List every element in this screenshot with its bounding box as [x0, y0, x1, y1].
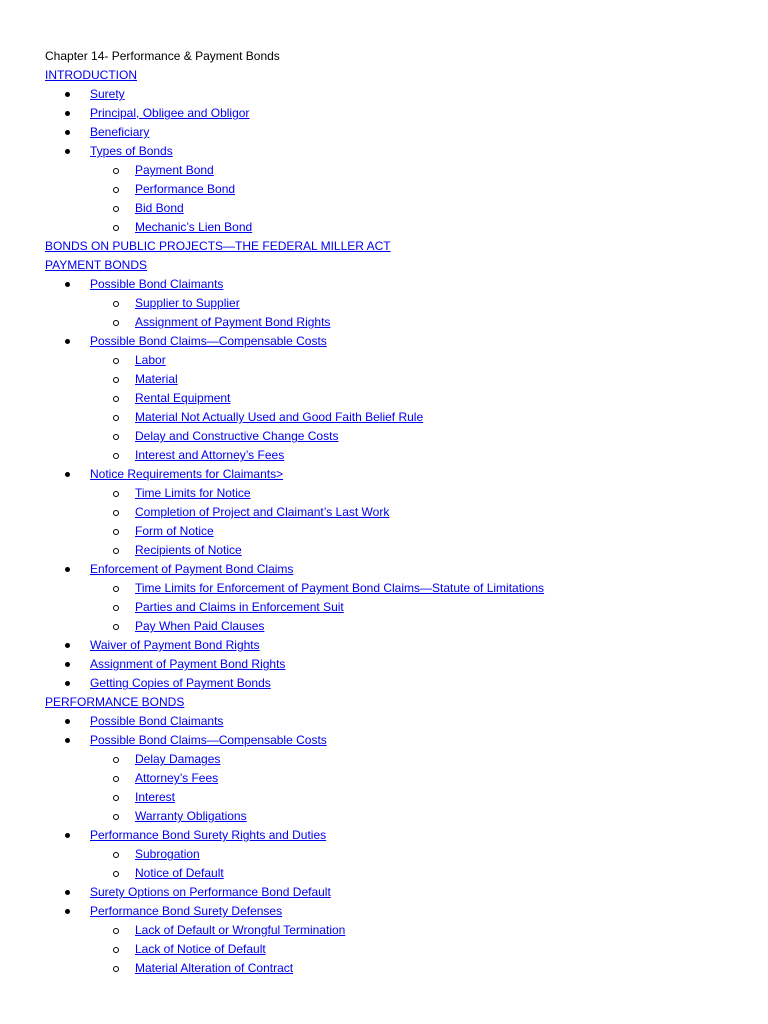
section-heading-link-row	[45, 256, 745, 275]
bullet-circle-icon	[113, 510, 119, 516]
section-heading-link-row	[45, 66, 745, 85]
outline-subitem-link[interactable]: Delay and Constructive Change Costs	[135, 429, 339, 443]
bullet-disc-icon	[65, 111, 70, 116]
outline-subitem-link[interactable]: Interest and Attorney’s Fees	[135, 448, 285, 462]
outline-subitem-link[interactable]: Material Not Actually Used and Good Faith Belief Rule	[135, 410, 424, 424]
section-heading-link[interactable]: PERFORMANCE BONDS	[45, 695, 185, 709]
outline-subitem-link[interactable]: Mechanic’s Lien Bond	[135, 220, 253, 234]
outline-subitem-row	[45, 313, 745, 332]
bullet-disc-icon	[65, 149, 70, 154]
outline-item-link[interactable]: Possible Bond Claimants	[90, 277, 224, 291]
outline-item-row	[45, 560, 745, 579]
outline-item-link[interactable]: Principal, Obligee and Obligor	[90, 106, 250, 120]
bullet-circle-icon	[113, 814, 119, 820]
bullet-circle-icon	[113, 624, 119, 630]
bullet-disc-icon	[65, 282, 70, 287]
bullet-circle-icon	[113, 947, 119, 953]
outline-subitem-link[interactable]: Subrogation	[135, 847, 200, 861]
outline-subitem-link[interactable]: Recipients of Notice	[135, 543, 242, 557]
bullet-disc-icon	[65, 567, 70, 572]
outline-subitem-row	[45, 218, 745, 237]
outline-item-link[interactable]: Surety	[90, 87, 125, 101]
outline-subitem-row	[45, 921, 745, 940]
outline-item-row	[45, 85, 745, 104]
section-heading-link-row	[45, 693, 745, 712]
bullet-disc-icon	[65, 643, 70, 648]
outline-subitem-row	[45, 427, 745, 446]
bullet-disc-icon	[65, 681, 70, 686]
section-heading-link[interactable]: BONDS ON PUBLIC PROJECTS—THE FEDERAL MILLER ACT	[45, 239, 391, 253]
outline-subitem-link[interactable]: Material	[135, 372, 178, 386]
outline-item-link[interactable]: Performance Bond Surety Defenses	[90, 904, 283, 918]
bullet-circle-icon	[113, 396, 119, 402]
bullet-circle-icon	[113, 168, 119, 174]
outline-item-link[interactable]: Performance Bond Surety Rights and Duties	[90, 828, 327, 842]
bullet-circle-icon	[113, 605, 119, 611]
bullet-circle-icon	[113, 966, 119, 972]
outline-subitem-row	[45, 617, 745, 636]
outline-list	[45, 66, 745, 978]
bullet-circle-icon	[113, 320, 119, 326]
outline-item-link[interactable]: Getting Copies of Payment Bonds	[90, 676, 271, 690]
outline-subitem-row	[45, 598, 745, 617]
outline-subitem-link[interactable]: Time Limits for Notice	[135, 486, 251, 500]
outline-item-row	[45, 655, 745, 674]
outline-subitem-link[interactable]: Notice of Default	[135, 866, 224, 880]
outline-subitem-link[interactable]: Lack of Notice of Default	[135, 942, 266, 956]
outline-subitem-row	[45, 788, 745, 807]
bullet-circle-icon	[113, 795, 119, 801]
bullet-disc-icon	[65, 472, 70, 477]
outline-subitem-link[interactable]: Pay When Paid Clauses	[135, 619, 265, 633]
bullet-circle-icon	[113, 529, 119, 535]
outline-subitem-row	[45, 807, 745, 826]
outline-item-row	[45, 275, 745, 294]
outline-subitem-link[interactable]: Warranty Obligations	[135, 809, 247, 823]
outline-subitem-link[interactable]: Assignment of Payment Bond Rights	[135, 315, 331, 329]
bullet-circle-icon	[113, 871, 119, 877]
section-heading-link-row	[45, 237, 745, 256]
outline-item-link[interactable]: Possible Bond Claims—Compensable Costs	[90, 733, 327, 747]
outline-subitem-row	[45, 579, 745, 598]
outline-item-link[interactable]: Enforcement of Payment Bond Claims	[90, 562, 294, 576]
section-heading-link[interactable]: PAYMENT BONDS	[45, 258, 148, 272]
bullet-disc-icon	[65, 833, 70, 838]
bullet-circle-icon	[113, 852, 119, 858]
bullet-disc-icon	[65, 92, 70, 97]
outline-item-link[interactable]: Waiver of Payment Bond Rights	[90, 638, 260, 652]
document-page	[45, 47, 745, 978]
outline-subitem-row	[45, 199, 745, 218]
outline-subitem-row	[45, 484, 745, 503]
bullet-disc-icon	[65, 909, 70, 914]
outline-subitem-row	[45, 541, 745, 560]
outline-subitem-row	[45, 408, 745, 427]
outline-subitem-row	[45, 940, 745, 959]
bullet-circle-icon	[113, 206, 119, 212]
outline-subitem-row	[45, 446, 745, 465]
outline-item-link[interactable]: Types of Bonds	[90, 144, 173, 158]
bullet-circle-icon	[113, 187, 119, 193]
outline-subitem-link[interactable]: Interest	[135, 790, 176, 804]
outline-subitem-row	[45, 351, 745, 370]
outline-subitem-row	[45, 294, 745, 313]
outline-subitem-row	[45, 503, 745, 522]
bullet-disc-icon	[65, 719, 70, 724]
outline-subitem-row	[45, 389, 745, 408]
bullet-circle-icon	[113, 225, 119, 231]
outline-subitem-link[interactable]: Rental Equipment	[135, 391, 231, 405]
outline-item-row	[45, 883, 745, 902]
bullet-circle-icon	[113, 434, 119, 440]
outline-item-row	[45, 123, 745, 142]
outline-subitem-link[interactable]: Supplier to Supplier	[135, 296, 240, 310]
bullet-circle-icon	[113, 776, 119, 782]
outline-subitem-row	[45, 370, 745, 389]
outline-item-row	[45, 712, 745, 731]
outline-item-row	[45, 332, 745, 351]
bullet-circle-icon	[113, 586, 119, 592]
bullet-disc-icon	[65, 890, 70, 895]
outline-subitem-link[interactable]: Form of Notice	[135, 524, 214, 538]
bullet-circle-icon	[113, 928, 119, 934]
outline-item-row	[45, 731, 745, 750]
outline-item-row	[45, 142, 745, 161]
outline-subitem-row	[45, 864, 745, 883]
outline-subitem-link[interactable]: Labor	[135, 353, 166, 367]
outline-subitem-link[interactable]: Payment Bond	[135, 163, 214, 177]
document-title: Chapter 14- Performance & Payment Bonds	[45, 49, 280, 63]
outline-item-link[interactable]: Possible Bond Claimants	[90, 714, 224, 728]
outline-item-row	[45, 636, 745, 655]
bullet-circle-icon	[113, 301, 119, 307]
outline-subitem-link[interactable]: Material Alteration of Contract	[135, 961, 294, 975]
outline-subitem-row	[45, 959, 745, 978]
bullet-circle-icon	[113, 548, 119, 554]
outline-item-link[interactable]: Surety Options on Performance Bond Default	[90, 885, 331, 899]
bullet-circle-icon	[113, 491, 119, 497]
outline-subitem-row	[45, 845, 745, 864]
outline-subitem-link[interactable]: Performance Bond	[135, 182, 236, 196]
outline-subitem-link[interactable]: Lack of Default or Wrongful Termination	[135, 923, 346, 937]
outline-subitem-link[interactable]: Delay Damages	[135, 752, 221, 766]
bullet-circle-icon	[113, 377, 119, 383]
outline-item-link[interactable]: Notice Requirements for Claimants>	[90, 467, 284, 481]
outline-subitem-row	[45, 180, 745, 199]
section-heading-link[interactable]: INTRODUCTION	[45, 68, 137, 82]
outline-subitem-link[interactable]: Attorney’s Fees	[135, 771, 219, 785]
bullet-circle-icon	[113, 757, 119, 763]
bullet-circle-icon	[113, 415, 119, 421]
outline-item-link[interactable]: Possible Bond Claims—Compensable Costs	[90, 334, 327, 348]
bullet-disc-icon	[65, 662, 70, 667]
outline-subitem-link[interactable]: Parties and Claims in Enforcement Suit	[135, 600, 344, 614]
outline-subitem-row	[45, 769, 745, 788]
outline-subitem-link[interactable]: Completion of Project and Claimant’s Last Work	[135, 505, 390, 519]
bullet-disc-icon	[65, 130, 70, 135]
outline-subitem-link[interactable]: Time Limits for Enforcement of Payment Bond Claims—Statute of Limitations	[135, 581, 545, 595]
outline-item-row	[45, 465, 745, 484]
bullet-disc-icon	[65, 738, 70, 743]
outline-item-row	[45, 826, 745, 845]
bullet-circle-icon	[113, 358, 119, 364]
bullet-disc-icon	[65, 339, 70, 344]
outline-item-row	[45, 104, 745, 123]
outline-subitem-row	[45, 161, 745, 180]
outline-subitem-row	[45, 522, 745, 541]
outline-subitem-link[interactable]: Bid Bond	[135, 201, 184, 215]
outline-item-link[interactable]: Beneficiary	[90, 125, 150, 139]
bullet-circle-icon	[113, 453, 119, 459]
outline-subitem-row	[45, 750, 745, 769]
outline-item-link[interactable]: Assignment of Payment Bond Rights	[90, 657, 286, 671]
outline-item-row	[45, 902, 745, 921]
outline-item-row	[45, 674, 745, 693]
